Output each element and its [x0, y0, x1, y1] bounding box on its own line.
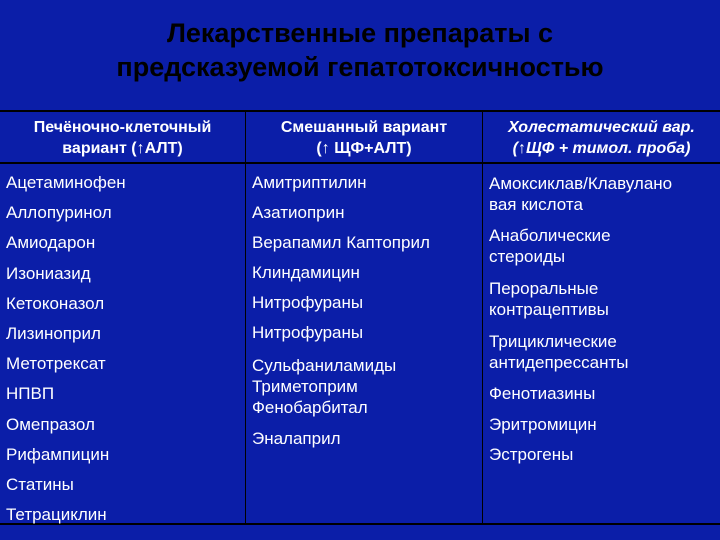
header-line: (↑ ЩФ+АЛТ): [316, 140, 412, 157]
title-line-1: Лекарственные препараты с: [166, 18, 554, 48]
list-item: Триметоприм: [252, 377, 358, 396]
column-header-hepatocellular: [0, 112, 245, 164]
list-item: НПВП: [6, 384, 55, 404]
list-item: антидепрессанты: [489, 353, 629, 372]
list-item: Верапамил Каптоприл: [252, 233, 430, 252]
list-item: Лизиноприл: [6, 323, 101, 343]
header-line: Холестатический вар.: [508, 119, 695, 136]
drug-list: [252, 168, 478, 449]
list-item: стероиды: [489, 247, 566, 266]
list-item: Метотрексат: [6, 354, 106, 374]
header-line: вариант (↑АЛТ): [62, 140, 183, 157]
list-item: Азатиоприн: [252, 203, 345, 222]
list-item: Нитрофураны: [252, 323, 364, 342]
list-item: Фенобарбитал: [252, 398, 368, 417]
list-item: Аллопуринол: [6, 203, 112, 223]
column-header-cholestatic: [483, 112, 720, 164]
list-item: Амиодарон: [6, 233, 96, 253]
list-item: контрацептивы: [489, 300, 609, 319]
list-item: Амоксиклав/Клавулано: [489, 174, 673, 193]
list-item: Изониазид: [6, 263, 91, 283]
list-item: Эналаприл: [252, 429, 341, 448]
column-header-mixed: [246, 112, 482, 164]
list-item: вая кислота: [489, 195, 583, 214]
header-line: (↑ЩФ + тимол. проба): [512, 140, 691, 157]
list-item: Трициклические: [489, 332, 617, 351]
list-item: Анаболические: [489, 226, 611, 245]
list-item: Пероральные: [489, 279, 599, 298]
column-cholestatic: [483, 112, 720, 523]
list-item: Статины: [6, 474, 74, 494]
column-hepatocellular: [0, 112, 246, 523]
list-item: Сульфаниламиды: [252, 356, 397, 375]
list-item: Клиндамицин: [252, 263, 360, 282]
drug-list: [489, 168, 716, 465]
list-item: Рифампицин: [6, 444, 110, 464]
list-item: Омепразол: [6, 414, 95, 434]
list-item: Фенотиазины: [489, 384, 596, 403]
list-item: Ацетаминофен: [6, 173, 126, 192]
list-item: Эритромицин: [489, 415, 597, 434]
list-item: Нитрофураны: [252, 293, 364, 312]
list-item: Амитриптилин: [252, 173, 367, 192]
list-item: Эстрогены: [489, 445, 574, 464]
header-line: Печёночно-клеточный: [33, 119, 212, 136]
page-title: [0, 16, 720, 84]
list-item: Кетоконазол: [6, 293, 105, 313]
drug-table: [0, 110, 720, 525]
title-line-2: предсказуемой гепатотоксичностью: [116, 52, 604, 82]
header-line: Смешанный вариант: [280, 119, 448, 136]
list-item: Тетрациклин: [6, 505, 107, 525]
drug-list: [6, 168, 241, 530]
column-mixed: [246, 112, 483, 523]
